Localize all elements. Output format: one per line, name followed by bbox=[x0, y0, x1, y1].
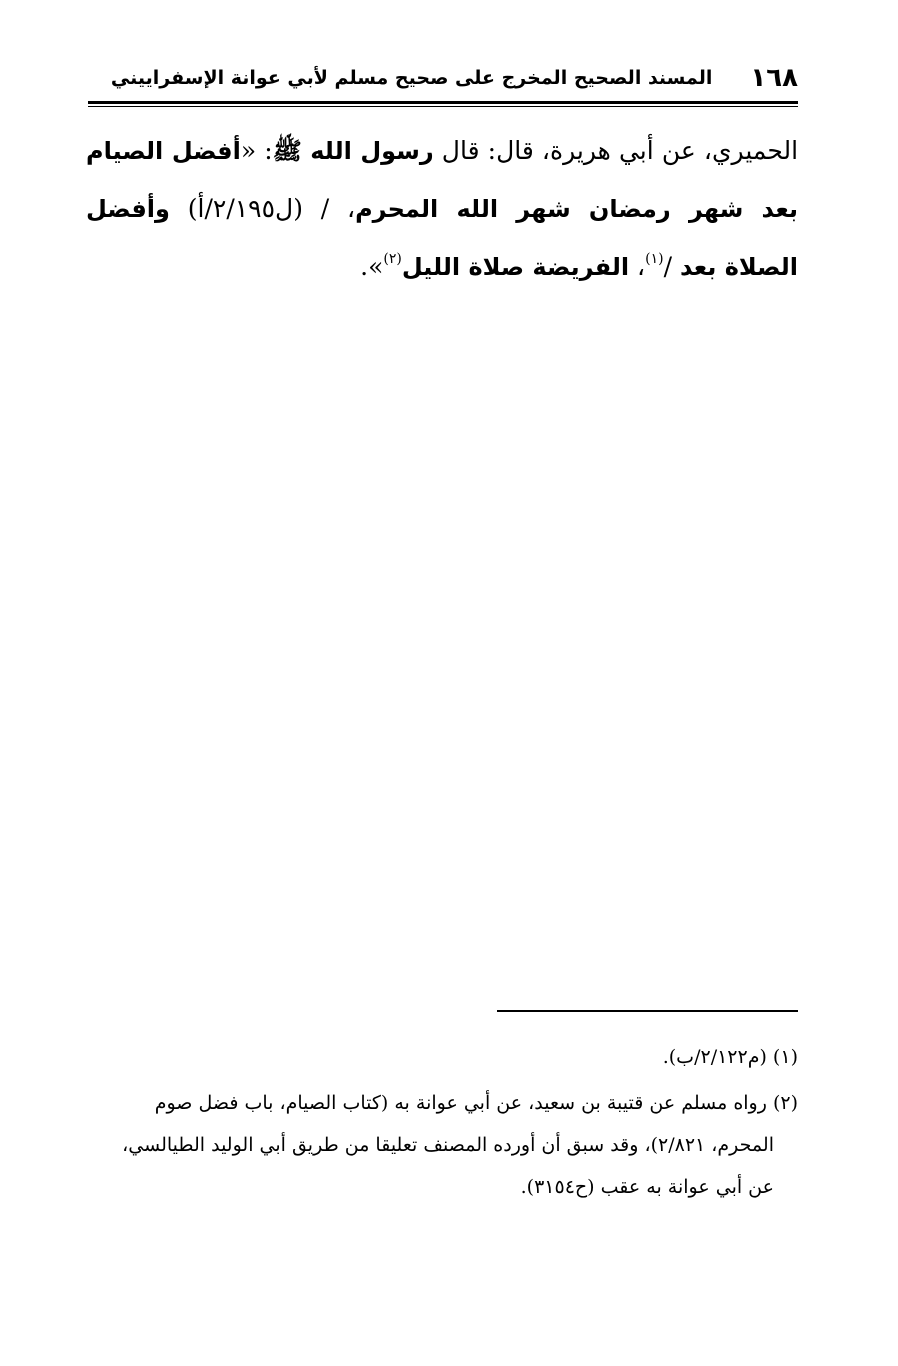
footnote-1: (١) (م٢/١٢٢/ب). bbox=[662, 1046, 798, 1068]
slash-marker: / bbox=[663, 252, 680, 281]
footnote-2-line-1: (٢) رواه مسلم عن قتيبة بن سعيد، عن أبي عوانة به (كتاب الصيام، باب فضل صوم bbox=[154, 1092, 798, 1114]
hadith-prayer: وأفضل الصلاة بعد bbox=[86, 195, 798, 281]
footnote-ref-2[interactable]: (٢) bbox=[383, 251, 402, 267]
hadith-night-prayer: الفريضة صلاة الليل bbox=[401, 253, 630, 281]
quote-open: : « bbox=[240, 136, 273, 165]
page-number: ١٦٨ bbox=[750, 63, 798, 93]
footnote-separator bbox=[497, 1010, 798, 1012]
footnote-2 bbox=[86, 1082, 798, 1208]
header-rule-thin bbox=[88, 106, 798, 107]
footnote-2-line-2: المحرم، ٢/٨٢١)، وقد سبق أن أورده المصنف تعليقا من طريق أبي الوليد الطيالسي، bbox=[122, 1134, 774, 1156]
footnotes bbox=[86, 1036, 798, 1212]
page-header bbox=[88, 58, 798, 98]
hadith-text bbox=[86, 122, 798, 296]
header-rule bbox=[88, 101, 798, 104]
quote-close: ». bbox=[360, 252, 384, 281]
prophet-mention: رسول الله ﷺ bbox=[272, 137, 434, 165]
manuscript-ref: ، / (ل٢/١٩٥/أ) bbox=[169, 194, 356, 223]
comma: ، bbox=[629, 252, 646, 281]
footnote-2-line-3: عن أبي عوانة به عقب (ح٣١٥٤). bbox=[520, 1176, 774, 1198]
hadith-fasting: أفضل الصيام بعد شهر رمضان شهر الله المحرم bbox=[86, 137, 798, 223]
running-title: المسند الصحيح المخرج على صحيح مسلم لأبي عوانة الإسفراييني bbox=[110, 67, 713, 89]
narration-chain: الحميري، عن أبي هريرة، قال: قال bbox=[433, 136, 799, 165]
footnote-ref-1[interactable]: (١) bbox=[645, 251, 664, 267]
